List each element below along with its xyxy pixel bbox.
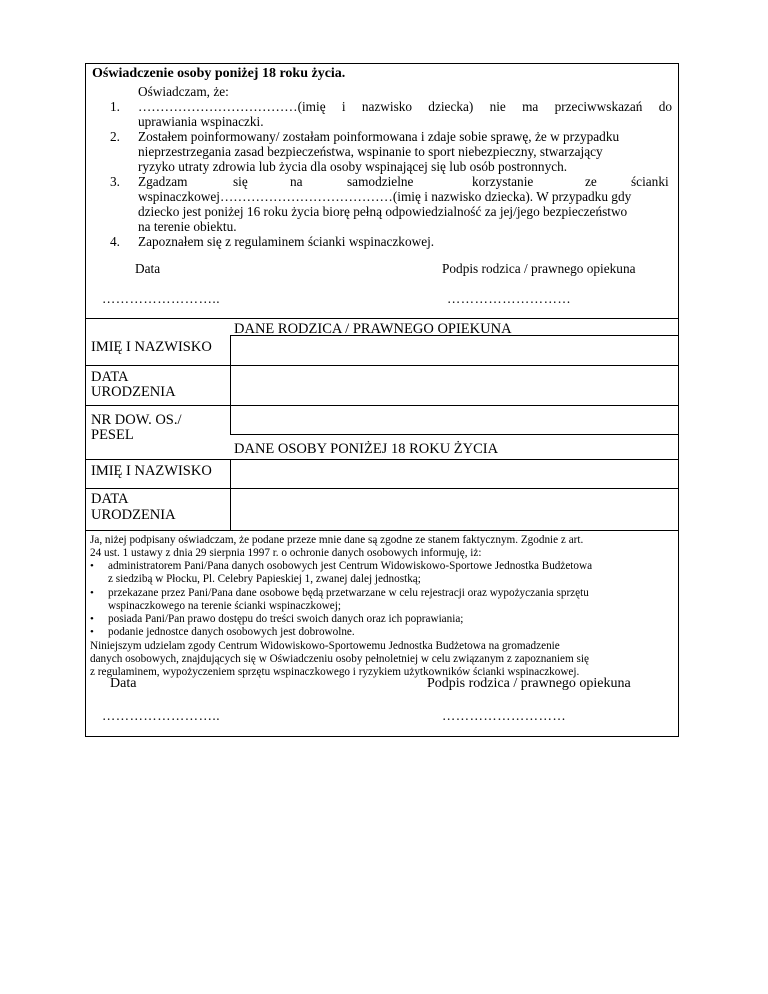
item-3-word: samodzielne	[347, 174, 414, 189]
consent-form	[85, 63, 679, 737]
item-3-word: Zgadzam	[138, 174, 188, 189]
grid-divider	[230, 335, 231, 405]
bullet-icon: •	[90, 587, 94, 599]
item-3-line-2: wspinaczkowej…………………………………(imię i nazwisko dziecka). W przypadku gdy	[138, 189, 632, 204]
item-2-line-2: nieprzestrzegania zasad bezpieczeństwa, wspinanie to sport niebezpieczny, stwarzający	[138, 144, 603, 159]
grid-divider	[230, 405, 231, 434]
bullet-icon: •	[90, 560, 94, 572]
parent-birthdate-label: DATA	[91, 369, 129, 385]
item-1-line-2: uprawiania wspinaczki.	[138, 114, 264, 129]
consent-line-2: danych osobowych, znajdujących się w Oświadczeniu osoby pełnoletniej w celu związanym z zapoznaniem się	[90, 653, 589, 665]
date-label: Data	[135, 261, 161, 276]
parent-section-header: DANE RODZICA / PRAWNEGO OPIEKUNA	[234, 321, 512, 337]
parent-id-label: NR DOW. OS./	[91, 412, 182, 428]
item-1-text: (imię i nazwisko dziecka) nie ma przeciwwskazań do	[297, 99, 672, 114]
grid-line	[230, 434, 678, 435]
item-3-line-4: na terenie obiektu.	[138, 219, 237, 234]
parent-id-input[interactable]	[232, 406, 676, 433]
statement-intro: Oświadczam, że:	[138, 84, 229, 99]
item-3-word: korzystanie	[472, 174, 534, 189]
item-2-line-3: ryzyko utraty zdrowia lub życia dla osoby wspinającej się lub osób postronnych.	[138, 159, 568, 174]
item-3-word: się	[233, 174, 248, 189]
gdpr-paragraph-line-1: Ja, niżej podpisany oświadczam, że podane przeze mnie dane są zgodne ze stanem faktycznym. Zgodnie z art.	[90, 534, 584, 546]
gdpr-signature-label: Podpis rodzica / prawnego opiekuna	[427, 676, 631, 691]
parent-id-label-2: PESEL	[91, 427, 134, 443]
consent-line-1: Niniejszym udzielam zgody Centrum Widowiskowo-Sportowemu Jednostka Budżetowa na gromadzenie	[90, 640, 560, 652]
grid-divider	[230, 459, 231, 531]
minor-name-label: IMIĘ I NAZWISKO	[91, 463, 212, 479]
minor-birthdate-label: DATA	[91, 491, 129, 507]
item-number: 3.	[110, 174, 120, 189]
gdpr-date-field[interactable]: ……………………..	[102, 708, 221, 723]
gdpr-bullet-line: przekazane przez Pani/Pana dane osobowe będą przetwarzane w celu rejestracji oraz wypożyczania sprzętu	[108, 587, 589, 599]
item-3-word: ścianki	[631, 174, 669, 189]
child-name-dots[interactable]: ………………………………	[138, 99, 298, 114]
gdpr-paragraph-line-2: 24 ust. 1 ustawy z dnia 29 sierpnia 1997 r. o ochronie danych osobowych informuję, iż:	[90, 547, 482, 559]
parent-name-label: IMIĘ I NAZWISKO	[91, 339, 212, 355]
gdpr-bullet-line: podanie jednostce danych osobowych jest dobrowolne.	[108, 626, 355, 638]
statement-title: Oświadczenie osoby poniżej 18 roku życia.	[92, 66, 346, 81]
signature-field[interactable]: ………………………	[447, 291, 572, 306]
parent-birthdate-input[interactable]	[232, 366, 676, 404]
item-3-word: na	[290, 174, 303, 189]
item-number: 2.	[110, 129, 120, 144]
gdpr-bullet-line: posiada Pani/Pan prawo dostępu do treści swoich danych oraz ich poprawiania;	[108, 613, 464, 625]
gdpr-date-label: Data	[110, 676, 137, 691]
parent-birthdate-label-2: URODZENIA	[91, 384, 176, 400]
parent-name-input[interactable]	[232, 336, 676, 364]
gdpr-bullet-line: wspinaczkowego na terenie ścianki wspinaczkowej;	[108, 600, 341, 612]
bullet-icon: •	[90, 613, 94, 625]
item-4-line-1: Zapoznałem się z regulaminem ścianki wspinaczkowej.	[138, 234, 435, 249]
signature-label: Podpis rodzica / prawnego opiekuna	[442, 261, 636, 276]
minor-birthdate-label-2: URODZENIA	[91, 507, 176, 523]
statement-section	[86, 64, 678, 319]
minor-name-input[interactable]	[232, 460, 676, 487]
minor-section-header: DANE OSOBY PONIŻEJ 18 ROKU ŻYCIA	[234, 441, 499, 457]
consent-line-3: z regulaminem, wypożyczeniem sprzętu wspinaczkowego i ryzykiem użytkowników ścianki wspinaczkowej.	[90, 666, 580, 678]
item-3-word: ze	[585, 174, 597, 189]
item-number: 1.	[110, 99, 120, 114]
item-1-line-1	[138, 99, 672, 114]
grid-line	[86, 530, 678, 531]
bullet-icon: •	[90, 626, 94, 638]
item-2-line-1: Zostałem poinformowany/ zostałam poinformowana i zdaje sobie sprawę, że w przypadku	[138, 129, 620, 144]
minor-birthdate-input[interactable]	[232, 489, 676, 529]
gdpr-bullet-line: administratorem Pani/Pana danych osobowych jest Centrum Widowiskowo-Sportowe Jednostka Budżetowa	[108, 560, 593, 572]
gdpr-signature-field[interactable]: ………………………	[442, 708, 567, 723]
date-field[interactable]: ……………………..	[102, 291, 221, 306]
item-3-line-3: dziecko jest poniżej 16 roku życia biorę pełną odpowiedzialność za jej/jego bezpieczeństwo	[138, 204, 628, 219]
gdpr-bullet-line: z siedzibą w Płocku, Pl. Celebry Papieskiej 1, zwanej dalej jednostką;	[108, 573, 421, 585]
item-number: 4.	[110, 234, 120, 249]
